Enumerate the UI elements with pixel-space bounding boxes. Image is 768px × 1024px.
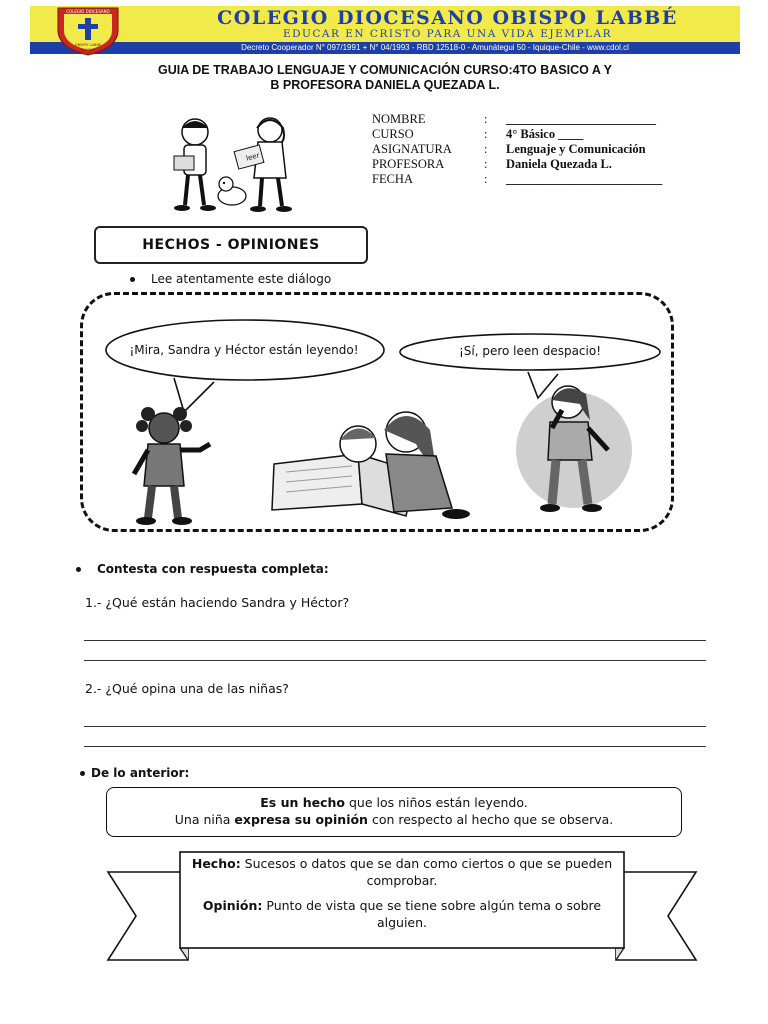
svg-text:IQUIQUE: IQUIQUE <box>81 48 95 52</box>
answer-line-q1-2[interactable] <box>84 660 706 661</box>
info-row-profesora <box>372 157 662 172</box>
definition-hecho <box>184 855 620 889</box>
conclusion-line-1-rest: que los niños están leyendo. <box>345 795 528 810</box>
info-value-curso[interactable]: 4° Básico ____ <box>506 127 584 141</box>
worksheet-title <box>80 63 690 93</box>
children-reading-illustration <box>266 404 472 522</box>
info-label: PROFESORA <box>372 157 445 171</box>
girl-speaking-illustration <box>118 404 218 526</box>
speech-bubble-right-text: ¡Sí, pero leen despacio! <box>458 343 602 358</box>
info-row-nombre <box>372 112 662 127</box>
section-title-box: HECHOS - OPINIONES <box>94 226 368 264</box>
definitions-text <box>184 855 620 939</box>
bullet-icon <box>130 277 135 282</box>
info-row-fecha <box>372 172 662 187</box>
school-name: COLEGIO DIOCESANO OBISPO LABBÉ <box>217 7 678 29</box>
conclusion-hecho-bold: Es un hecho <box>260 795 346 810</box>
instruction-text: Lee atentamente este diálogo <box>151 272 332 286</box>
conclusion-line-2-rest: con respecto al hecho que se observa. <box>367 812 614 827</box>
info-label: NOMBRE <box>372 112 426 126</box>
school-decree-line: Decreto Cooperador N° 097/1991 + N° 04/1993 - RBD 12518-0 - Amunátegui 50 - Iquique-Chile - www.cdol.cl <box>241 43 629 52</box>
speech-bubble-left-text: ¡Mira, Sandra y Héctor están leyendo! <box>129 342 359 357</box>
info-label: CURSO <box>372 127 414 141</box>
info-value-fecha[interactable]: _________________________ <box>506 172 663 186</box>
conclusion-box <box>106 787 682 837</box>
answer-line-q2-1[interactable] <box>84 726 706 727</box>
svg-text:COLEGIO DIOCESANO: COLEGIO DIOCESANO <box>66 9 110 14</box>
student-info-table <box>372 112 662 187</box>
school-crest-logo <box>50 4 126 56</box>
info-label: ASIGNATURA <box>372 142 452 156</box>
reading-kids-illustration <box>160 110 310 215</box>
definition-hecho-label: Hecho: <box>191 856 241 871</box>
definition-opinion-text: Punto de vista que se tiene sobre algún tema o sobre alguien. <box>262 898 602 930</box>
info-colon: : <box>484 157 488 171</box>
svg-text:OBISPO LABBÉ: OBISPO LABBÉ <box>74 43 102 47</box>
question-1: 1.- ¿Qué están haciendo Sandra y Héctor? <box>85 595 350 610</box>
info-row-curso <box>372 127 662 142</box>
definition-opinion <box>184 897 620 931</box>
info-row-asignatura <box>372 142 662 157</box>
instruction-line <box>130 272 331 286</box>
definition-opinion-label: Opinión: <box>202 898 263 913</box>
definition-hecho-text: Sucesos o datos que se dan como ciertos o que se pueden comprobar. <box>240 856 613 888</box>
conclusion-line-2 <box>107 811 681 828</box>
school-motto: EDUCAR EN CRISTO PARA UNA VIDA EJEMPLAR <box>282 28 613 40</box>
conclusion-heading-line <box>80 766 189 780</box>
worksheet-title-line-1: GUIA DE TRABAJO LENGUAJE Y COMUNICACIÓN CURSO:4TO BASICO A Y <box>158 63 612 77</box>
info-value-nombre[interactable]: ________________________ <box>506 112 656 126</box>
conclusion-opinion-bold: expresa su opinión <box>234 812 368 827</box>
conclusion-heading: De lo anterior: <box>91 766 190 780</box>
conclusion-line-1 <box>107 794 681 811</box>
info-value-asignatura: Lenguaje y Comunicación <box>506 142 646 156</box>
bullet-icon <box>80 771 85 776</box>
bullet-icon <box>76 567 81 572</box>
info-colon: : <box>484 142 488 156</box>
conclusion-line-2-pre: Una niña <box>174 812 235 827</box>
answer-line-q1-1[interactable] <box>84 640 706 641</box>
info-value-profesora: Daniela Quezada L. <box>506 157 612 171</box>
info-colon: : <box>484 172 488 186</box>
worksheet-title-line-2: B PROFESORA DANIELA QUEZADA L. <box>270 78 500 92</box>
info-label: FECHA <box>372 172 413 186</box>
info-colon: : <box>484 127 488 141</box>
answer-prompt-text: Contesta con respuesta completa: <box>97 562 329 576</box>
info-colon: : <box>484 112 488 126</box>
girl-thinking-illustration <box>508 380 638 516</box>
answer-prompt-line <box>76 562 329 576</box>
question-2: 2.- ¿Qué opina una de las niñas? <box>85 681 289 696</box>
svg-text:leer: leer <box>245 151 261 163</box>
answer-line-q2-2[interactable] <box>84 746 706 747</box>
